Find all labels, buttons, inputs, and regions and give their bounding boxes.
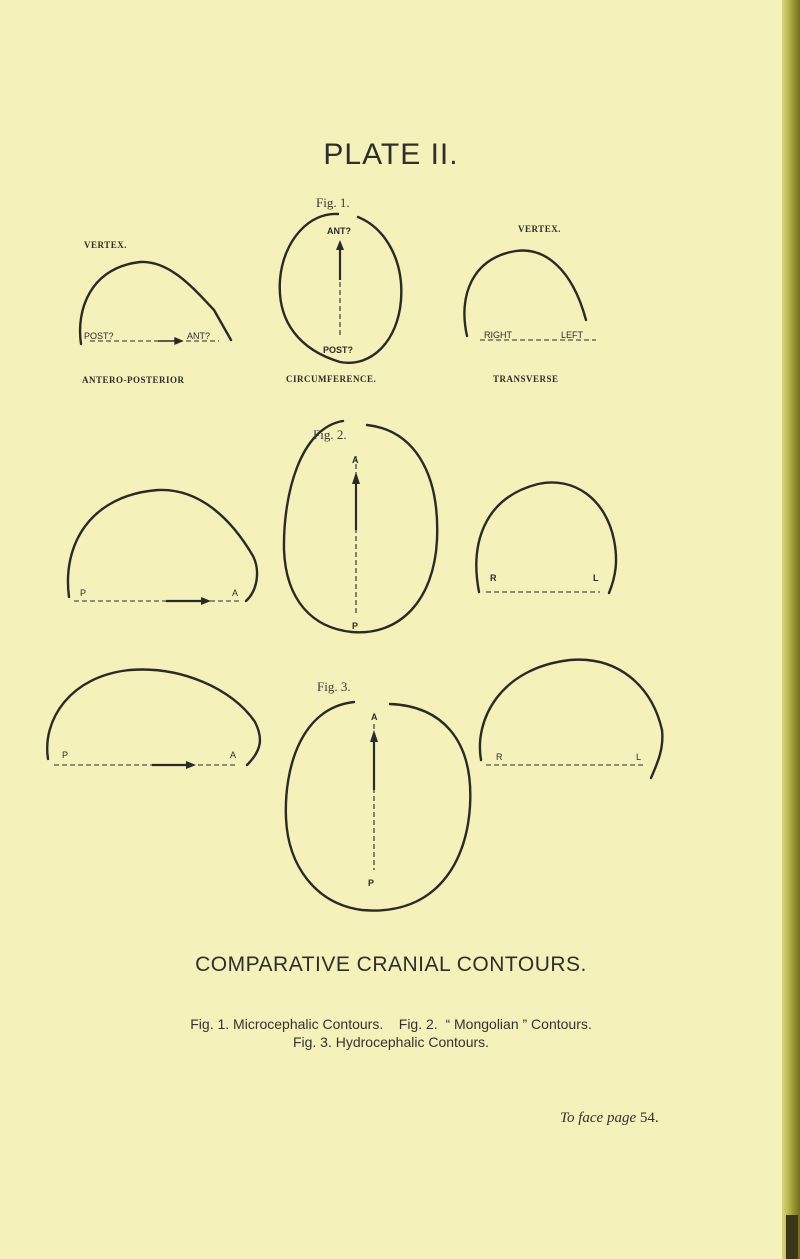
- fig3-circumference-contour: [286, 702, 470, 911]
- fig3-label: Fig. 3.: [317, 679, 351, 694]
- book-binding-edge: [782, 0, 800, 1259]
- fig2-circumference-contour: [284, 421, 437, 632]
- fig1-transverse-contour: [464, 251, 586, 336]
- fig3-a-top-label: A: [371, 712, 378, 722]
- fig2-p-bottom-label: P: [352, 621, 359, 631]
- fig3-anteroposterior-contour: [47, 670, 260, 765]
- fig2-a-side-label: A: [232, 588, 239, 598]
- fig1-left-label: LEFT: [561, 330, 584, 340]
- fig1-label: Fig. 1.: [316, 195, 350, 210]
- fig3-r-label: R: [496, 752, 503, 762]
- fig2-a-top-label: A: [352, 455, 359, 465]
- fig3-p-side-label: P: [62, 750, 69, 760]
- fig1-transverse-caption: TRANSVERSE: [493, 374, 559, 384]
- facing-page-number: 54.: [639, 1110, 659, 1126]
- fig3-a-side-label: A: [230, 750, 237, 760]
- fig1-vertex-right-label: VERTEX.: [518, 224, 561, 234]
- main-heading: COMPARATIVE CRANIAL CONTOURS.: [195, 953, 587, 976]
- figure-captions: [0, 1015, 782, 1051]
- caption-line-2: Fig. 3. Hydrocephalic Contours.: [292, 1034, 490, 1050]
- fig2-p-side-label: P: [80, 588, 87, 598]
- fig1-ant-label: ANT?: [187, 331, 211, 341]
- fig3-p-bottom-label: P: [368, 878, 375, 888]
- caption-line-1: Fig. 1. Microcephalic Contours. Fig. 2. “ Mongolian ” Contours.: [190, 1016, 592, 1032]
- fig1-post-label: POST?: [84, 331, 114, 341]
- fig3-l-label: L: [636, 752, 642, 762]
- fig1-anteroposterior-caption: ANTERO-POSTERIOR: [82, 375, 185, 385]
- fig1-circumference-contour: [280, 214, 402, 363]
- fig2-r-label: R: [490, 573, 497, 583]
- fig1-ant-top-label: ANT?: [327, 226, 351, 236]
- fig2-l-label: L: [593, 573, 599, 583]
- fig1-vertex-left-label: VERTEX.: [84, 240, 127, 250]
- facing-page-note: [560, 1110, 659, 1127]
- facing-page-text: To face page: [560, 1110, 637, 1126]
- fig2-label: Fig. 2.: [313, 427, 347, 442]
- plate-title: PLATE II.: [323, 138, 459, 171]
- fig1-post-bottom-label: POST?: [323, 345, 354, 355]
- binding-spine-shadow: [786, 1215, 798, 1259]
- fig1-circumference-caption: CIRCUMFERENCE.: [286, 374, 377, 384]
- fig2-anteroposterior-contour: [68, 490, 257, 601]
- fig1-right-label: RIGHT: [484, 330, 512, 340]
